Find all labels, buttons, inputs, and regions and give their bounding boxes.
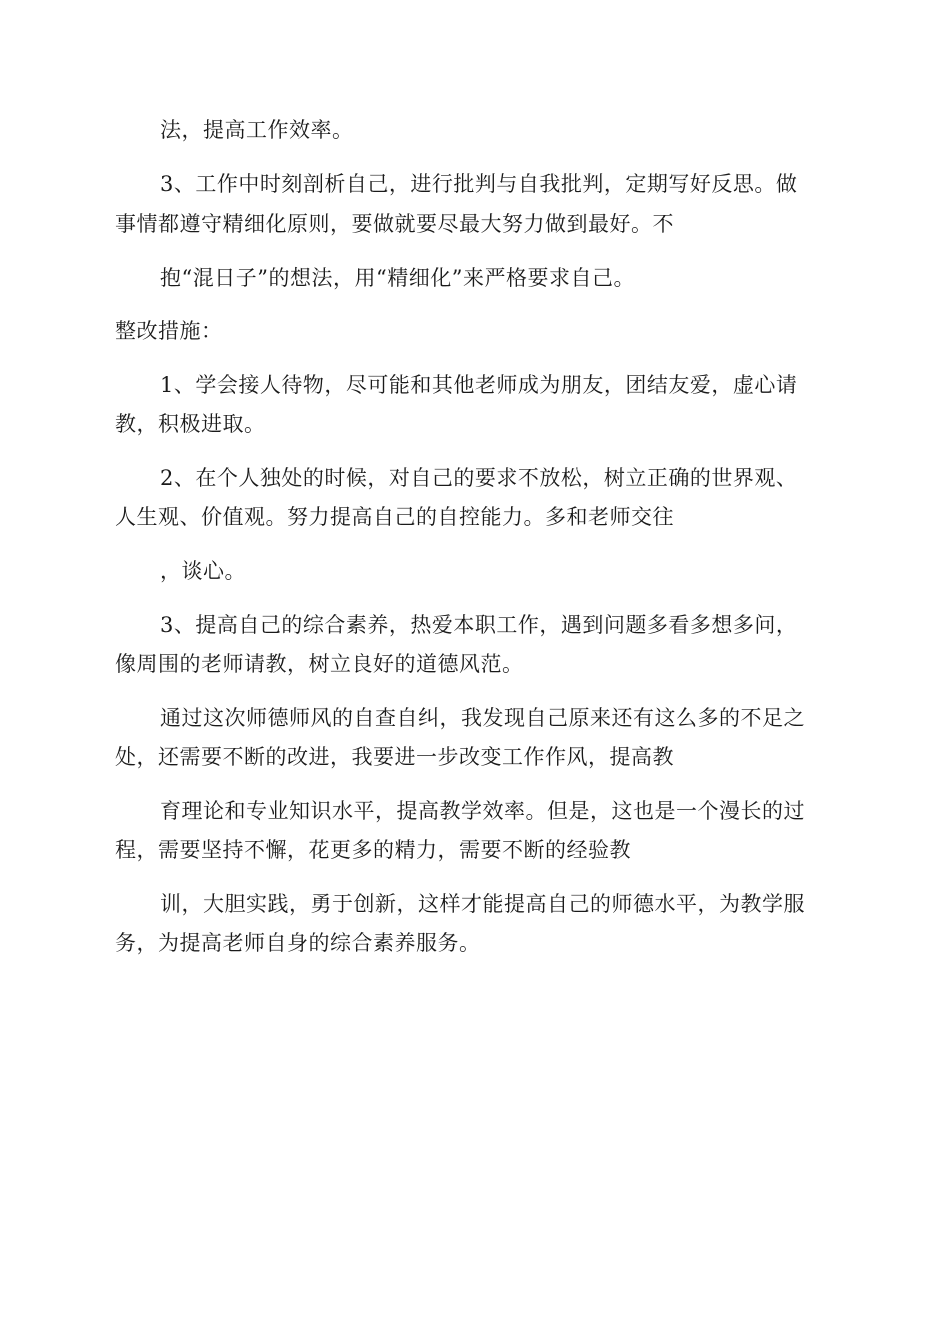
text-line-12: 像周围的老师请教，树立良好的道德风范。 bbox=[115, 652, 524, 676]
text-line-17: 训，大胆实践，勇于创新，这样才能提高自己的师德水平，为教学服 bbox=[160, 892, 805, 916]
section-heading: 整改措施： bbox=[115, 319, 223, 343]
text-line-3: 事情都遵守精细化原则，要做就要尽最大努力做到最好。不 bbox=[115, 212, 674, 236]
text-line-18: 务，为提高老师自身的综合素养服务。 bbox=[115, 931, 481, 955]
text-line-15: 育理论和专业知识水平，提高教学效率。但是，这也是一个漫长的过 bbox=[160, 799, 805, 823]
text-line-16: 程，需要坚持不懈，花更多的精力，需要不断的经验教 bbox=[115, 838, 631, 862]
text-line-11: 3、提高自己的综合素养，热爱本职工作，遇到问题多看多想多问， bbox=[160, 613, 798, 637]
text-line-7: 教，积极进取。 bbox=[115, 412, 266, 436]
text-line-4: 抱“混日子”的想法，用“精细化”来严格要求自己。 bbox=[160, 266, 635, 290]
text-line-10: ，谈心。 bbox=[160, 559, 246, 583]
text-line-1: 法，提高工作效率。 bbox=[160, 118, 354, 142]
text-line-9: 人生观、价值观。努力提高自己的自控能力。多和老师交往 bbox=[115, 505, 674, 529]
text-line-8: 2、在个人独处的时候，对自己的要求不放松，树立正确的世界观、 bbox=[160, 466, 798, 490]
text-line-6: 1、学会接人待物，尽可能和其他老师成为朋友，团结友爱，虚心请 bbox=[160, 373, 798, 397]
text-line-13: 通过这次师德师风的自查自纠，我发现自己原来还有这么多的不足之 bbox=[160, 706, 805, 730]
text-line-2: 3、工作中时刻剖析自己，进行批判与自我批判，定期写好反思。做 bbox=[160, 172, 798, 196]
text-line-14: 处，还需要不断的改进，我要进一步改变工作作风，提高教 bbox=[115, 745, 674, 769]
